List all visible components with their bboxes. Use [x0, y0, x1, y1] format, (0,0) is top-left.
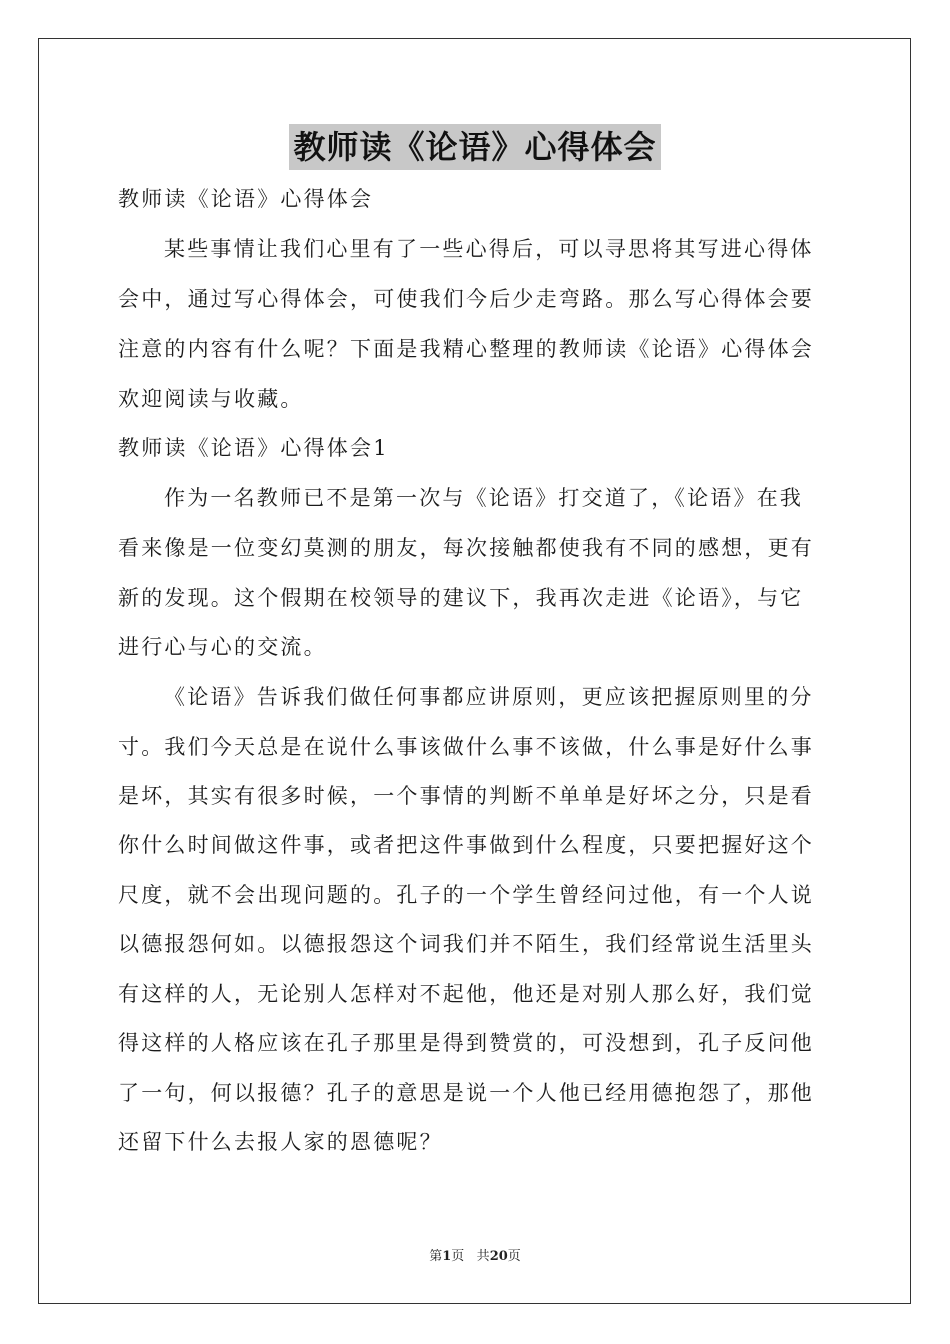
section-heading: 教师读《论语》心得体会1 [118, 436, 389, 460]
paragraph-line: 你什么时间做这件事，或者把这件事做到什么程度，只要把握好这个 [118, 833, 814, 857]
footer-total-prefix: 共 [476, 1249, 490, 1264]
paragraph-line: 尺度，就不会出现问题的。孔子的一个学生曾经问过他，有一个人说 [118, 883, 814, 907]
paragraph-line: 注意的内容有什么呢？下面是我精心整理的教师读《论语》心得体会 [118, 337, 814, 361]
paragraph-line: 有这样的人，无论别人怎样对不起他，他还是对别人那么好，我们觉 [118, 982, 814, 1006]
document-title: 教师读《论语》心得体会 [289, 124, 660, 170]
subtitle-line: 教师读《论语》心得体会 [118, 187, 374, 211]
paragraph-line: 了一句，何以报德？孔子的意思是说一个人他已经用德抱怨了，那他 [118, 1081, 814, 1105]
footer-page-prefix: 第 [429, 1249, 443, 1264]
paragraph-line: 会中，通过写心得体会，可使我们今后少走弯路。那么写心得体会要 [118, 287, 814, 311]
paragraph-line: 以德报怨何如。以德报怨这个词我们并不陌生，我们经常说生活里头 [118, 932, 814, 956]
paragraph-line: 还留下什么去报人家的恩德呢？ [118, 1130, 443, 1154]
title-container [0, 124, 950, 170]
page-footer [0, 1248, 950, 1266]
paragraph-line: 欢迎阅读与收藏。 [118, 387, 304, 411]
page-border [38, 38, 911, 1304]
paragraph-line: 作为一名教师已不是第一次与《论语》打交道了，《论语》在我 [164, 486, 804, 510]
paragraph-line: 某些事情让我们心里有了一些心得后，可以寻思将其写进心得体 [164, 237, 814, 261]
paragraph-line: 看来像是一位变幻莫测的朋友，每次接触都使我有不同的感想，更有 [118, 536, 814, 560]
paragraph-line: 得这样的人格应该在孔子那里是得到赞赏的，可没想到，孔子反问他 [118, 1031, 814, 1055]
footer-total-suffix: 页 [507, 1249, 521, 1264]
footer-page-number: 1 [442, 1249, 452, 1264]
footer-total-pages: 20 [489, 1249, 508, 1264]
paragraph-line: 寸。我们今天总是在说什么事该做什么事不该做，什么事是好什么事 [118, 735, 814, 759]
footer-page-suffix: 页 [451, 1249, 465, 1264]
paragraph-line: 是坏，其实有很多时候，一个事情的判断不单单是好坏之分，只是看 [118, 784, 814, 808]
paragraph-line: 新的发现。这个假期在校领导的建议下，我再次走进《论语》，与它 [118, 586, 804, 610]
paragraph-line: 进行心与心的交流。 [118, 635, 327, 659]
paragraph-line: 《论语》告诉我们做任何事都应讲原则，更应该把握原则里的分 [164, 685, 814, 709]
